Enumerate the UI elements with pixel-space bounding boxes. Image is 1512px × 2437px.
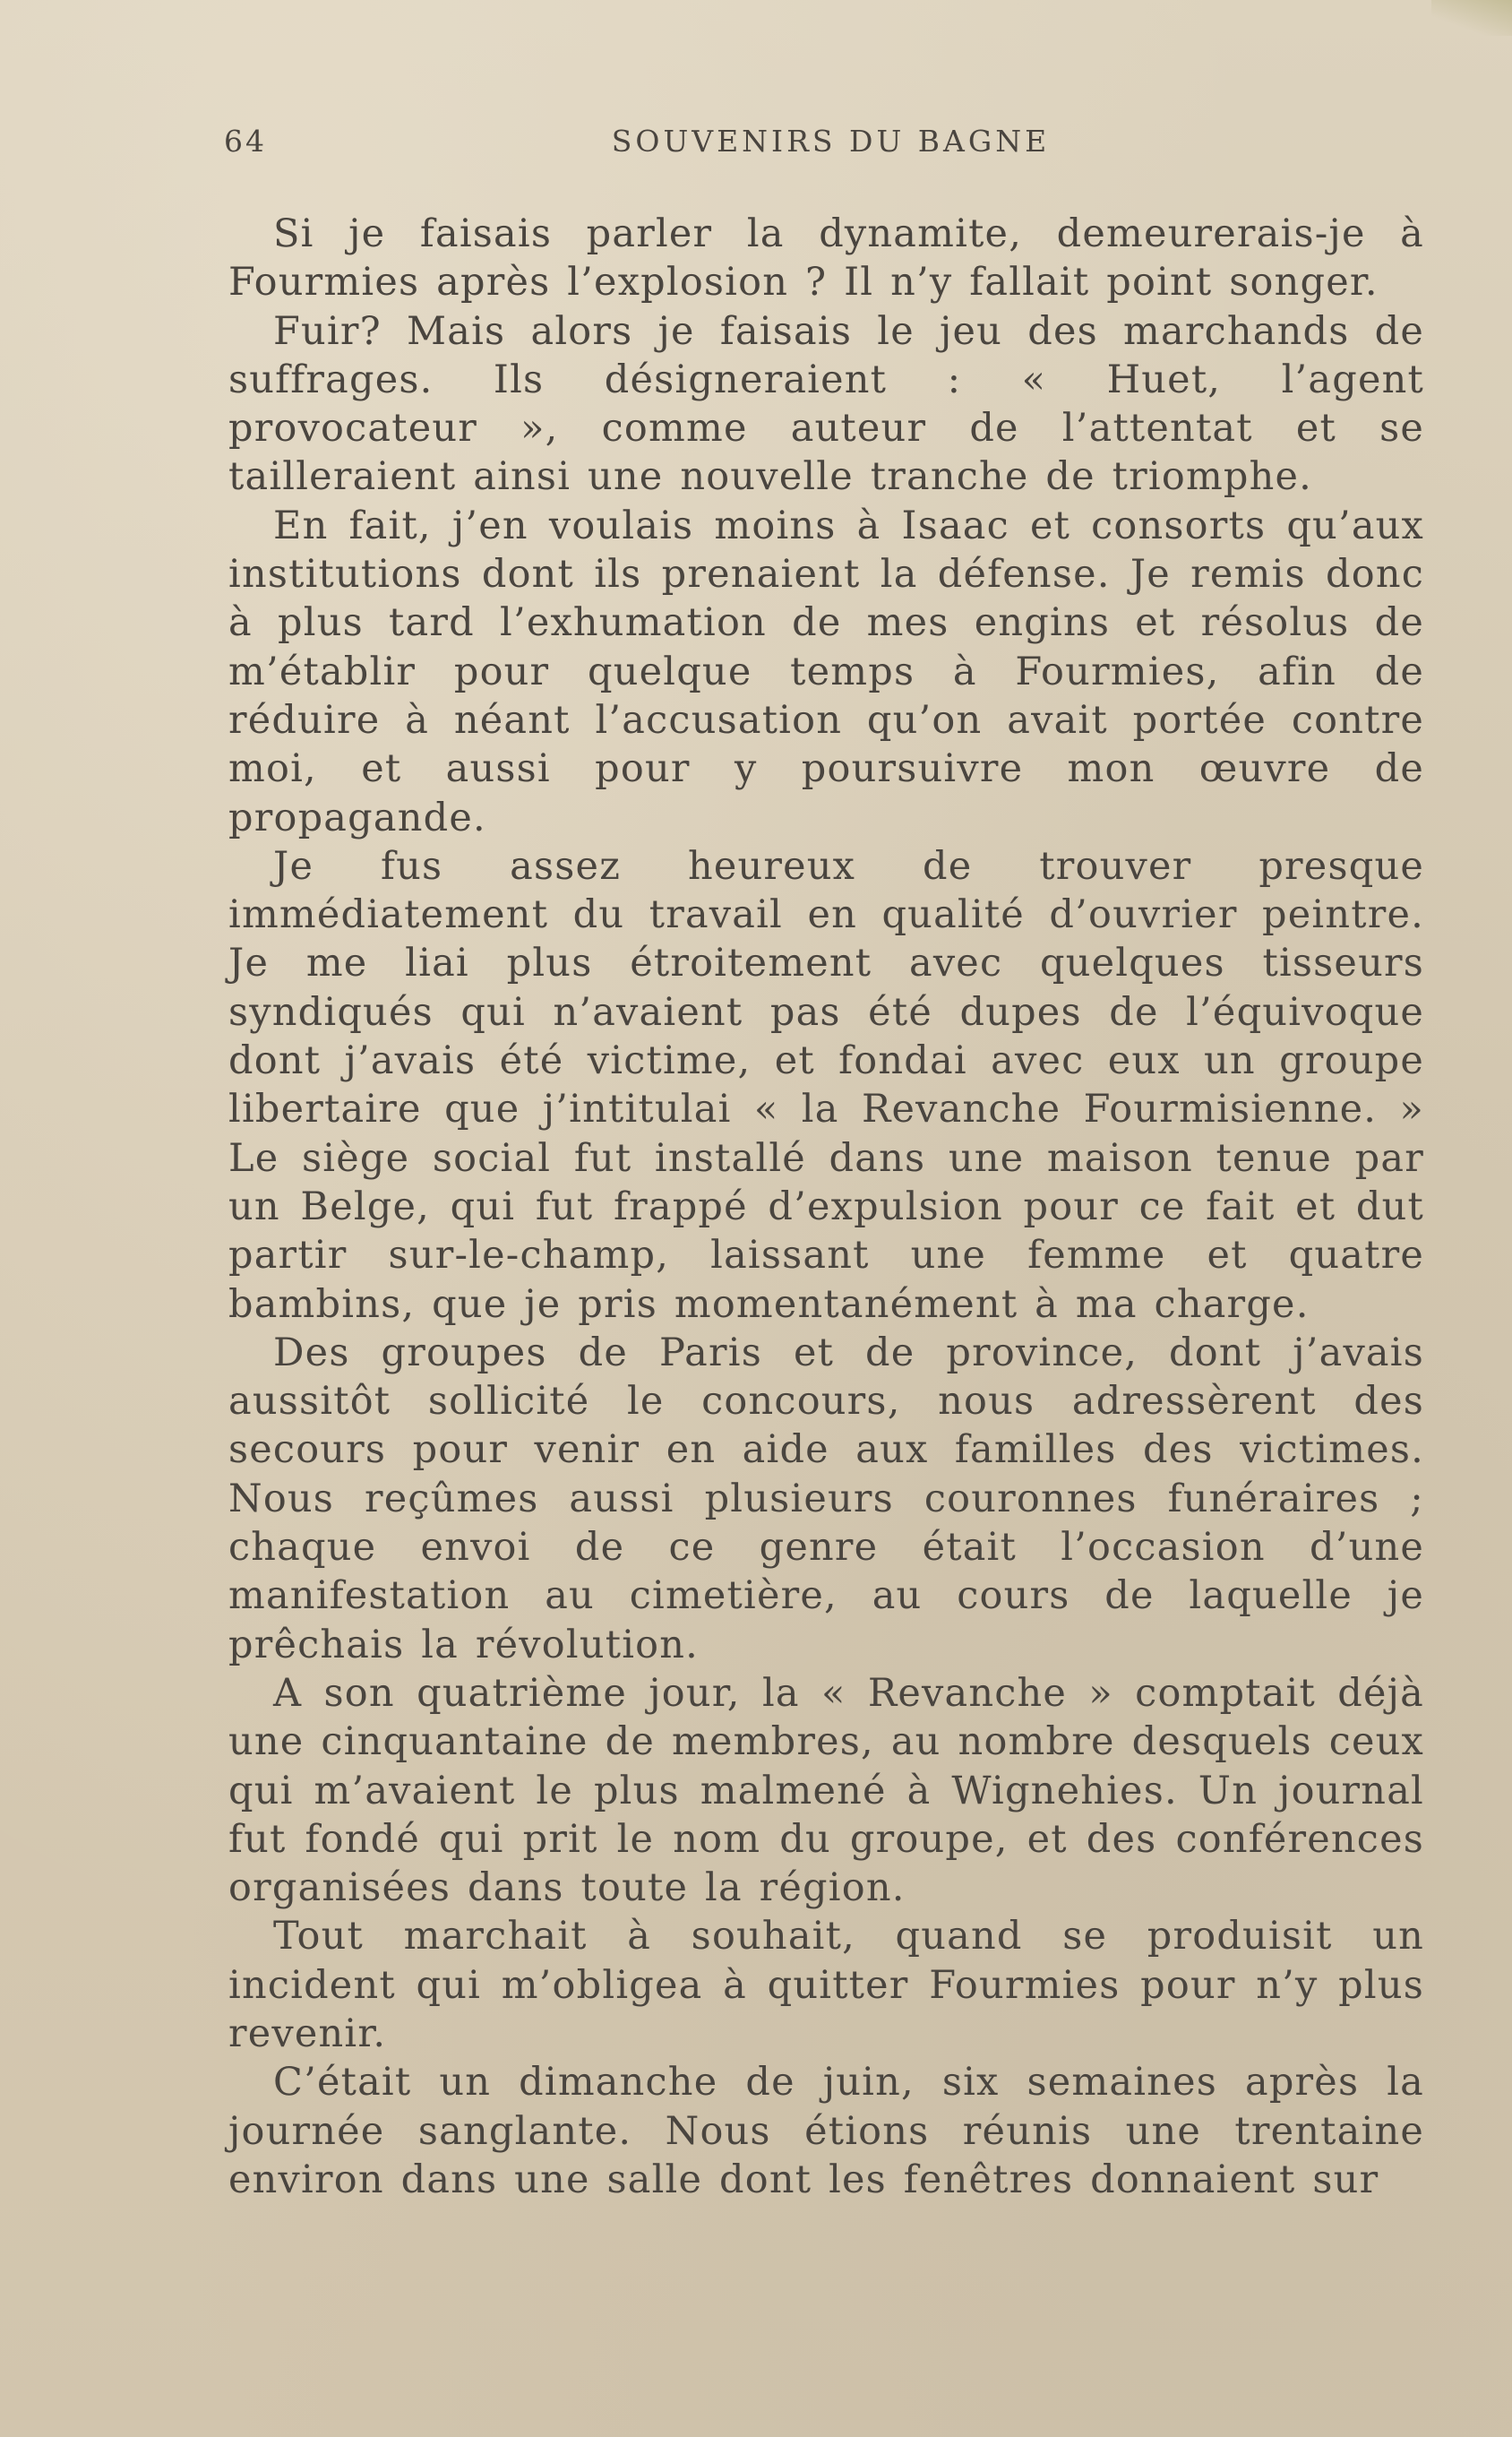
paragraph: Des groupes de Paris et de province, dont j’avais aussitôt sollicité le concours, nous adressèrent des secours pour venir en aide aux familles des victimes. Nous reçûmes aussi plusieurs couronnes funéraires ; chaque envoi de ce genre était l’occasion d’une manifestation au cimetière, au cours de laquelle je prêchais la révolution. bbox=[228, 1330, 1424, 1667]
running-title: SOUVENIRS DU BAGNE bbox=[611, 124, 1051, 159]
paragraph: Je fus assez heureux de trouver presque immédiatement du travail en qualité d’ouvrier peintre. Je me liai plus étroitement avec quelques tisseurs syndiqués qui n’avaient pas été dupes de l’équivoque dont j’avais été victime, et fondai avec eux un groupe libertaire que j’intitulai « la Revanche Fourmisienne. » Le siège social fut installé dans une maison tenue par un Belge, qui fut frappé d’expulsion pour ce fait et dut partir sur-le-champ, laissant une femme et quatre bambins, que je pris momentanément à ma charge. bbox=[228, 843, 1424, 1327]
paragraph: Si je faisais parler la dynamite, demeurerais-je à Fourmies après l’explosion ? Il n’y fallait point songer. bbox=[228, 211, 1424, 306]
paragraph: En fait, j’en voulais moins à Isaac et consorts qu’aux institutions dont ils prenaient la défense. Je remis donc à plus tard l’exhumation de mes engins et résolus de m’établir pour quelque temps à Fourmies, afin de réduire à néant l’accusation qu’on avait portée contre moi, et aussi pour y poursuivre mon œuvre de propagande. bbox=[228, 503, 1424, 840]
page-header bbox=[224, 124, 1420, 165]
page-stain bbox=[1431, 0, 1512, 36]
paragraph: A son quatrième jour, la « Revanche » comptait déjà une cinquantaine de membres, au nombre desquels ceux qui m’avaient le plus malmené à Wignehies. Un journal fut fondé qui prit le nom du groupe, et des conférences organisées dans toute la région. bbox=[228, 1670, 1424, 1911]
paragraph: Fuir? Mais alors je faisais le jeu des marchands de suffrages. Ils désigneraient : « Huet, l’agent provocateur », comme auteur de l’attentat et se tailleraient ainsi une nouvelle tranche de triomphe. bbox=[228, 308, 1424, 500]
paragraph: Tout marchait à souhait, quand se produisit un incident qui m’obligea à quitter Fourmies pour n’y plus revenir. bbox=[228, 1914, 1424, 2056]
body-text bbox=[228, 210, 1424, 2204]
paragraph: C’était un dimanche de juin, six semaines après la journée sanglante. Nous étions réunis une trentaine environ dans une salle dont les fenêtres donnaient sur bbox=[228, 2060, 1424, 2202]
page-number: 64 bbox=[224, 124, 267, 159]
